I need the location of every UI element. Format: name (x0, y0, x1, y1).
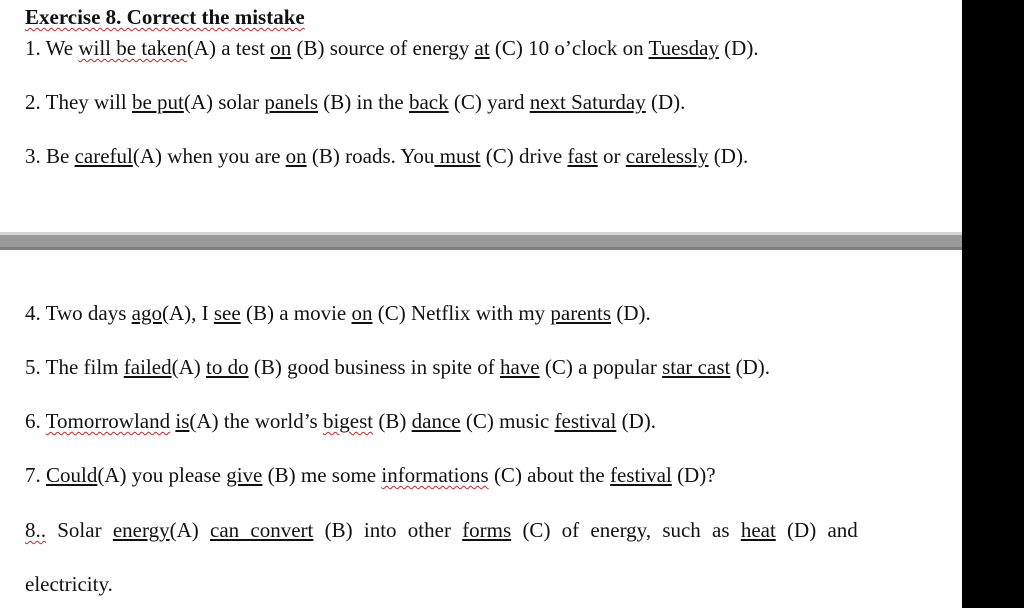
q5-text: (B) good business in spite of (248, 355, 500, 379)
q2-option-b: panels (264, 90, 318, 114)
question-4 (25, 301, 651, 325)
q8-number: 8.. (25, 518, 46, 542)
q8-text: (D) and (775, 518, 858, 542)
q3-text: 3. Be (25, 144, 75, 168)
q8-option-c: forms (462, 518, 512, 542)
q8-text: Solar (46, 518, 113, 542)
q8-option-b: can convert (210, 518, 314, 542)
q3-text: or (597, 144, 626, 168)
q8-text: (C) of energy, such as (511, 518, 741, 542)
q2-text: 2. They will (25, 90, 132, 114)
q3-option-c: must (434, 144, 481, 168)
q6-text: (B) (373, 409, 412, 433)
q7-option-a: Could (46, 463, 98, 487)
q5-option-a: failed (123, 355, 172, 379)
q2-text: (A) solar (183, 90, 265, 114)
q3-text: (D). (708, 144, 749, 168)
q5-option-b: to do (205, 355, 249, 379)
q4-text: (A), I (161, 301, 214, 325)
q1-option-a: will be taken (78, 36, 187, 60)
q4-option-c: on (351, 301, 373, 325)
q7-option-b: give (226, 463, 263, 487)
q8-text: (A) (169, 518, 210, 542)
q3-text: (C) drive (480, 144, 568, 168)
q4-text: (D). (611, 301, 651, 325)
q4-text: (B) a movie (240, 301, 352, 325)
question-1 (25, 36, 759, 60)
q1-text: (B) source of energy (291, 36, 475, 60)
question-3 (25, 144, 748, 168)
q8-text: (B) into other (313, 518, 463, 542)
q6-option-d: festival (554, 409, 617, 433)
question-5 (25, 355, 770, 379)
q7-text: (B) me some (262, 463, 382, 487)
question-8-continuation (25, 572, 113, 596)
q1-text: (C) 10 o’clock on (489, 36, 649, 60)
q4-option-d: parents (550, 301, 612, 325)
q7-text: (C) about the (488, 463, 610, 487)
q2-option-c: back (408, 90, 449, 114)
q6-subject: Tomorrowland (45, 409, 171, 433)
q8-option-d: heat (740, 518, 776, 542)
q6-option-c: dance (411, 409, 461, 433)
question-7 (25, 463, 716, 487)
q2-text: (C) yard (448, 90, 530, 114)
q7-text: (D)? (671, 463, 716, 487)
right-black-margin (962, 0, 1024, 608)
q5-option-c: have (499, 355, 540, 379)
q3-text: (B) roads. You (306, 144, 435, 168)
q4-option-a: ago (131, 301, 162, 325)
q7-text: (A) you please (97, 463, 227, 487)
q1-option-c: at (474, 36, 490, 60)
q2-option-d: next Saturday (529, 90, 646, 114)
q5-text: 5. The film (25, 355, 124, 379)
page-divider (0, 232, 962, 250)
q6-option-b: bigest (322, 409, 374, 433)
q5-text: (D). (730, 355, 770, 379)
q6-text: (A) the world’s (189, 409, 323, 433)
q6-text: 6. (25, 409, 46, 433)
q7-text: 7. (25, 463, 46, 487)
q3-option-d2: carelessly (625, 144, 709, 168)
q6-option-a: is (175, 409, 190, 433)
title-text: Exercise 8. Correct the mistake (25, 5, 305, 29)
q8-option-a: energy (112, 518, 170, 542)
q6-text: (C) music (460, 409, 555, 433)
q5-option-d: star cast (662, 355, 731, 379)
exercise-title (25, 5, 305, 29)
q8-cont-text: electricity. (25, 572, 113, 596)
q3-option-b: on (285, 144, 307, 168)
q1-text: (A) a test (186, 36, 271, 60)
q4-option-b: see (213, 301, 241, 325)
q2-text: (D). (645, 90, 686, 114)
q7-option-d: festival (610, 463, 672, 487)
q4-text: 4. Two days (25, 301, 132, 325)
q3-option-a: careful (74, 144, 133, 168)
q5-text: (A) (171, 355, 206, 379)
question-6 (25, 409, 656, 433)
q2-option-a: be put (131, 90, 184, 114)
q1-option-d: Tuesday (648, 36, 719, 60)
q7-option-c: informations (381, 463, 489, 487)
q4-text: (C) Netflix with my (372, 301, 551, 325)
q3-option-d1: fast (567, 144, 598, 168)
q2-text: (B) in the (318, 90, 409, 114)
question-2 (25, 90, 685, 114)
q1-option-b: on (270, 36, 292, 60)
question-8 (25, 518, 858, 542)
q6-text: (D). (616, 409, 656, 433)
q1-text: 1. We (25, 36, 79, 60)
q3-text: (A) when you are (132, 144, 286, 168)
q1-text: (D). (718, 36, 759, 60)
q5-text: (C) a popular (539, 355, 663, 379)
document-page-top (0, 0, 962, 232)
